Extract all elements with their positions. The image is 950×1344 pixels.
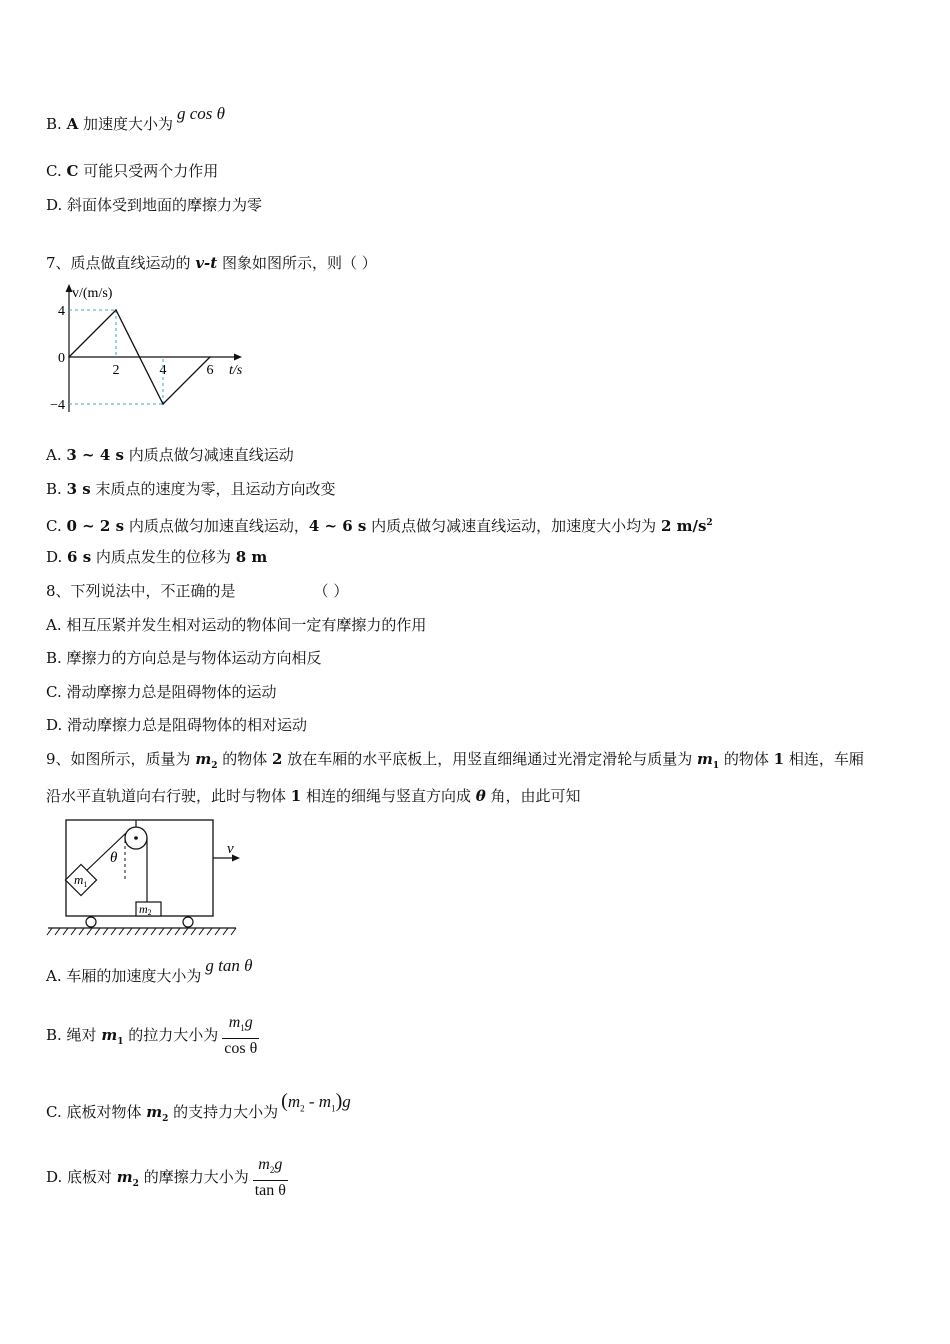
vt-chart-area — [50, 284, 243, 413]
q9-option-c: C. 底板对物体 $m_2$ 的支持力大小为 $(m_2 - m_1)g$ — [46, 1090, 351, 1124]
theta-label: θ — [110, 850, 118, 866]
vt-data-point — [162, 403, 164, 405]
vt-data-point — [68, 356, 70, 358]
t-tick-label: 6 — [206, 363, 214, 378]
q9-option-a: A. 车厢的加速度大小为g tan θ — [46, 956, 253, 985]
q8-option-d: D. 滑动摩擦力总是阻碍物体的相对运动 — [46, 716, 308, 734]
q9-option-d-fraction: $\frac{m_2g}{\text{tan θ}}$ — [254, 1156, 286, 1200]
q9-option-d: D. 底板对 $m_2$ 的摩擦力大小为 $\frac{m_2g}{\text{tan θ}}$ — [46, 1156, 286, 1200]
v-axis-label: v/(m/s) — [72, 286, 113, 301]
t-tick-label: 4 — [159, 363, 167, 378]
q7-option-d: D. 6 s 内质点发生的位移为 8 m — [46, 548, 268, 566]
q6-option-b: B. A 加速度大小为g cos θ — [46, 104, 225, 133]
q6-option-c: C. C 可能只受两个力作用 — [46, 162, 219, 180]
q7-option-b: B. 3 s 末质点的速度为零，且运动方向改变 — [46, 480, 336, 498]
q9-option-b-fraction: $\frac{m_1g}{\text{cos θ}}$ — [224, 1014, 258, 1058]
wheel-right — [183, 917, 193, 927]
v-tick-label: 4 — [58, 304, 65, 319]
m1-label: $m_1$ — [74, 872, 88, 889]
q7-stem: 7、质点做直线运动的 v-t 图象如图所示，则（ ） — [46, 254, 377, 272]
q9-option-b: B. 绳对 $m_1$ 的拉力大小为 $\frac{m_1g}{\text{cos θ}}$ — [46, 1014, 258, 1058]
rope-to-m1 — [84, 833, 126, 873]
q9-stem-line2: 沿水平直轨道向右行驶，此时与物体 1 相连的细绳与竖直方向成 θ 角，由此可知 — [46, 787, 581, 805]
pulley-axle — [134, 836, 138, 840]
q9-option-a-math: g tan θ — [205, 956, 253, 975]
q8-option-c: C. 滑动摩擦力总是阻碍物体的运动 — [46, 683, 277, 701]
ground-hatch — [47, 928, 236, 935]
t-axis-label: t/s — [229, 363, 243, 378]
velocity-label: v — [227, 841, 234, 857]
q9-carriage-figure — [46, 816, 246, 941]
vt-data-point — [209, 356, 211, 358]
v-tick-label: 0 — [58, 351, 65, 366]
q9-option-c-math: $(m_2 - m_1)g$ — [281, 1090, 351, 1114]
q8-stem: 8、下列说法中，不正确的是 （ ） — [46, 582, 349, 600]
q7-option-a: A. 3 ~ 4 s 内质点做匀减速直线运动 — [46, 446, 294, 464]
q9-stem-line1: 9、如图所示，质量为 $m_2$ 的物体 2 放在车厢的水平底板上，用竖直细绳通过光滑定滑轮与质量为 $m_1$ 的物体 1 相连，车厢 — [46, 750, 864, 771]
q6-option-d: D. 斜面体受到地面的摩擦力为零 — [46, 196, 263, 214]
t-axis-arrowhead — [234, 354, 242, 361]
q8-option-b: B. 摩擦力的方向总是与物体运动方向相反 — [46, 649, 322, 667]
t-tick-label: 2 — [112, 363, 120, 378]
v-tick-label: −4 — [50, 398, 65, 413]
q7-option-c: C. 0 ~ 2 s 内质点做匀加速直线运动，4 ~ 6 s 内质点做匀减速直线运动，加速度大小均为 2 $m/s^2$ — [46, 517, 713, 535]
m2-label: m2 — [139, 902, 152, 917]
q6-option-b-math: g cos θ — [176, 104, 225, 123]
q8-option-a: A. 相互压紧并发生相对运动的物体间一定有摩擦力的作用 — [46, 616, 427, 634]
vt-data-point — [115, 309, 117, 311]
q7-vt-graph — [46, 282, 256, 417]
wheel-left — [86, 917, 96, 927]
